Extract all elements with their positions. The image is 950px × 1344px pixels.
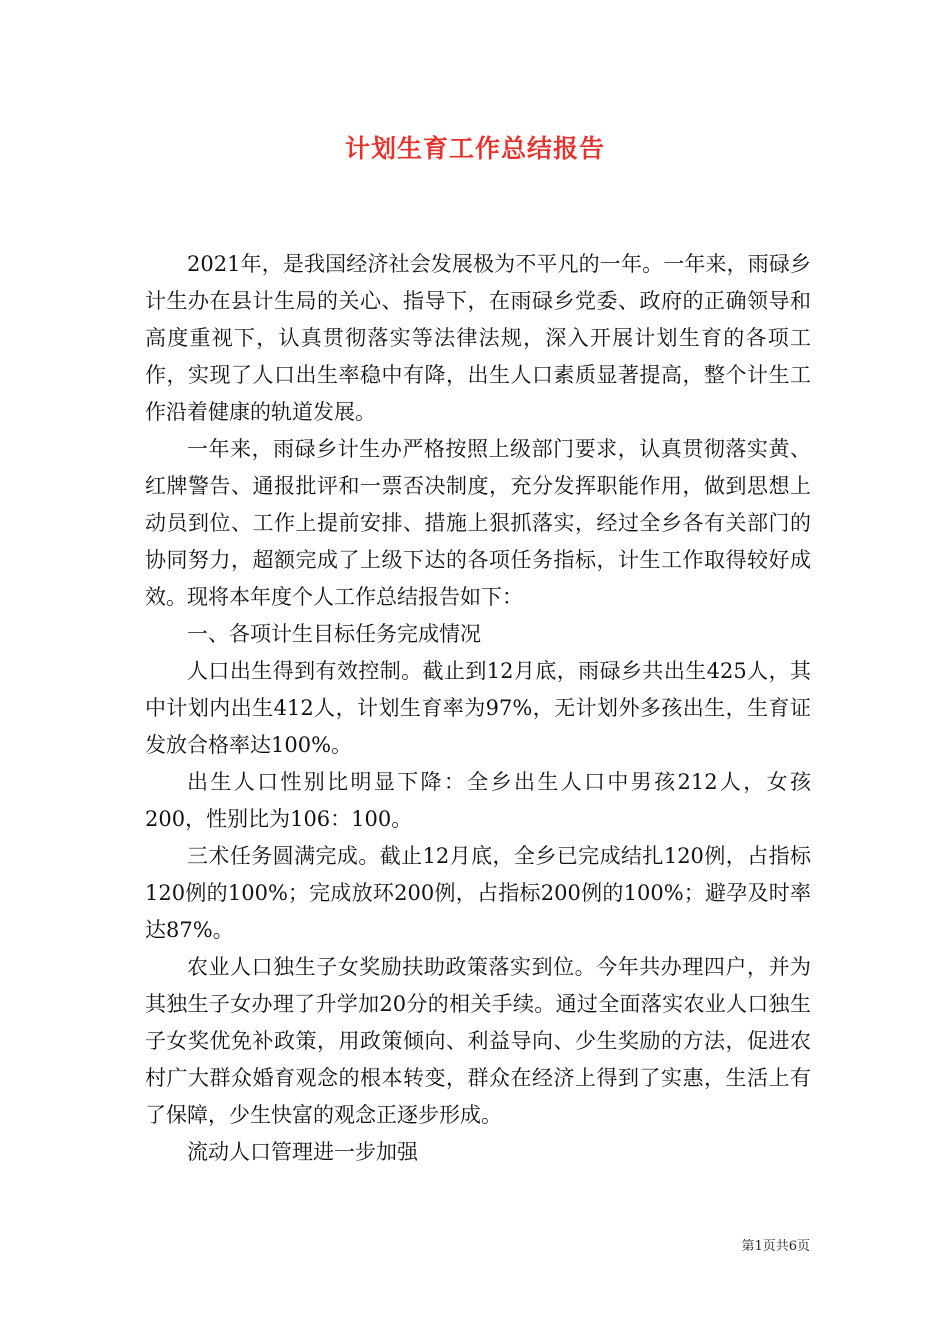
document-body — [145, 246, 811, 1171]
document-title: 计划生育工作总结报告 — [344, 134, 605, 163]
paragraph-sex-ratio: 出生人口性别比明显下降：全乡出生人口中男孩212人，女孩200，性别比为106：100。 — [145, 770, 811, 831]
paragraph-birth-control: 人口出生得到有效控制。截止到12月底，雨碌乡共出生425人，其中计划内出生412人，计划生育率为97%，无计划外多孩出生，生育证发放合格率达100%。 — [145, 659, 811, 757]
section-heading-1: 一、各项计生目标任务完成情况 — [187, 622, 481, 646]
paragraph-three-tasks: 三术任务圆满完成。截止12月底，全乡已完成结扎120例，占指标120例的100%；完成放环200例，占指标200例的100%；避孕及时率达87%。 — [145, 844, 811, 942]
paragraph-overview: 一年来，雨碌乡计生办严格按照上级部门要求，认真贯彻落实黄、红牌警告、通报批评和一票否决制度，充分发挥职能作用，做到思想上动员到位、工作上提前安排、措施上狠抓落实，经过全乡各有关部门的协同努力，超额完成了上级下达的各项任务指标，计生工作取得较好成效。现将本年度个人工作总结报告如下： — [145, 437, 811, 609]
paragraph-floating-population: 流动人口管理进一步加强 — [187, 1140, 418, 1164]
paragraph-intro: 2021年，是我国经济社会发展极为不平凡的一年。一年来，雨碌乡计生办在县计生局的关心、指导下，在雨碌乡党委、政府的正确领导和高度重视下，认真贯彻落实等法律法规，深入开展计划生育的各项工作，实现了人口出生率稳中有降，出生人口素质显著提高，整个计生工作沿着健康的轨道发展。 — [145, 252, 811, 424]
page-number: 第1页共6页 — [741, 1239, 810, 1254]
paragraph-only-child-policy: 农业人口独生子女奖励扶助政策落实到位。今年共办理四户，并为其独生子女办理了升学加20分的相关手续。通过全面落实农业人口独生子女奖优免补政策，用政策倾向、利益导向、少生奖励的方法，促进农村广大群众婚育观念的根本转变，群众在经济上得到了实惠，生活上有了保障，少生快富的观念正逐步形成。 — [145, 955, 811, 1127]
